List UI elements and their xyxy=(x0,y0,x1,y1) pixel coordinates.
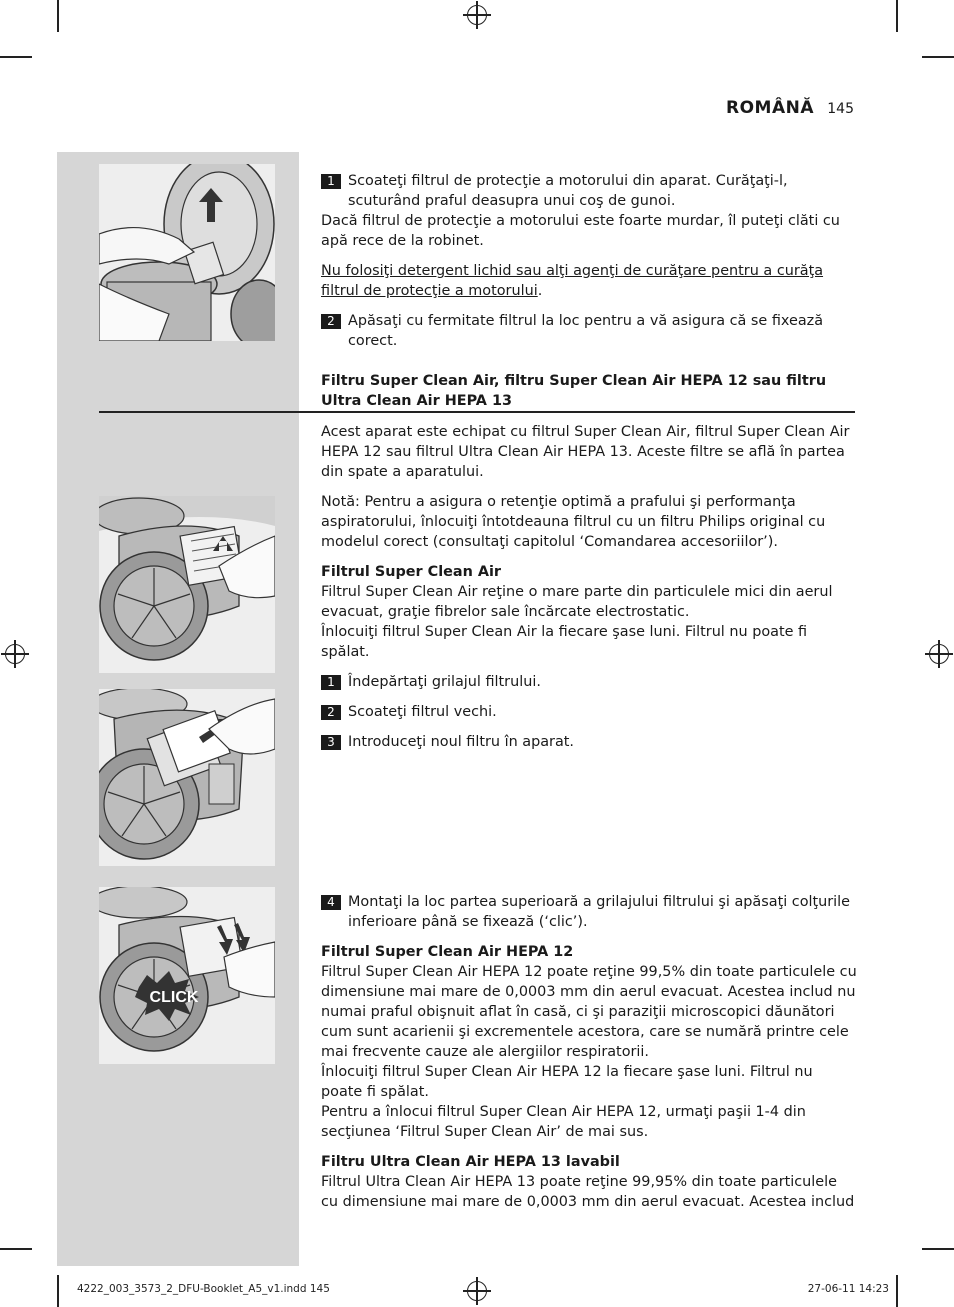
crop-mark xyxy=(922,56,954,58)
step-item xyxy=(321,702,857,722)
step-text: Montaţi la loc partea superioară a grilajului filtrului şi apăsaţi colţurile inferioare până se fixează (‘clic’). xyxy=(348,894,851,930)
filter-step-4-and-hepa xyxy=(321,892,857,1212)
paragraph: Filtrul Ultra Clean Air HEPA 13 poate reţine 99,95% din toate particulele cu dimensiune mai mare de 0,0003 mm din aerul evacuat. Acestea includ xyxy=(321,1174,855,1210)
step-number: 1 xyxy=(321,675,341,690)
warning-period: . xyxy=(537,283,543,299)
paragraph: Înlocuiţi filtrul Super Clean Air HEPA 12 la fiecare şase luni. Filtrul nu poate fi spălat. xyxy=(321,1064,813,1100)
subheading-hepa-13: Filtru Ultra Clean Air HEPA 13 lavabil xyxy=(321,1154,620,1170)
paragraph: Filtrul Super Clean Air reţine o mare parte din particulele mici din aerul evacuat, graţie fibrelor sale încărcate electrostatic. xyxy=(321,584,833,620)
step-text: Apăsaţi cu fermitate filtrul la loc pentru a vă asigura că se fixează corect. xyxy=(348,313,824,349)
crop-mark xyxy=(0,1248,32,1250)
section-divider xyxy=(99,411,855,413)
figure-remove-motor-filter xyxy=(99,164,275,341)
registration-mark-icon xyxy=(467,1281,487,1301)
crop-mark xyxy=(57,0,59,32)
click-label: CLICK xyxy=(149,989,199,1006)
step-number: 1 xyxy=(321,174,341,189)
figure-click-grille xyxy=(99,887,275,1064)
crop-mark xyxy=(922,1248,954,1250)
section-heading: Filtru Super Clean Air, filtru Super Clean Air HEPA 12 sau filtru Ultra Clean Air HEPA 13 xyxy=(321,373,827,409)
step-item xyxy=(321,672,857,692)
figure-replace-filter xyxy=(99,689,275,866)
step-item xyxy=(321,892,857,932)
crop-mark xyxy=(896,1275,898,1307)
filter-section-body xyxy=(321,422,857,692)
page-number: 145 xyxy=(827,101,854,117)
note-text: Dacă filtrul de protecţie a motorului este foarte murdar, îl puteţi clăti cu apă rece de la robinet. xyxy=(321,213,840,249)
crop-mark xyxy=(896,0,898,32)
filter-steps-2-3 xyxy=(321,702,857,752)
footer-file-info: 4222_003_3573_2_DFU-Booklet_A5_v1.indd 145 xyxy=(77,1283,330,1295)
paragraph: Înlocuiţi filtrul Super Clean Air la fiecare şase luni. Filtrul nu poate fi spălat. xyxy=(321,624,808,660)
step-text: Introduceţi noul filtru în aparat. xyxy=(348,734,574,750)
warning-text xyxy=(321,261,857,301)
crop-mark xyxy=(0,56,32,58)
footer-date: 27-06-11 14:23 xyxy=(807,1283,889,1295)
step-number: 2 xyxy=(321,314,341,329)
step-text: Scoateţi filtrul vechi. xyxy=(348,704,497,720)
step-number: 4 xyxy=(321,895,341,910)
registration-mark-icon xyxy=(929,644,949,664)
figure-remove-grille xyxy=(99,496,275,673)
step-text: Îndepărtaţi grilajul filtrului. xyxy=(348,674,541,690)
motor-filter-instructions xyxy=(321,171,857,351)
language-heading: ROMÂNĂ xyxy=(726,98,814,118)
step-item xyxy=(321,732,857,752)
step-item xyxy=(321,311,857,351)
registration-mark-icon xyxy=(467,5,487,25)
intro-text: Acest aparat este echipat cu filtrul Super Clean Air, filtrul Super Clean Air HEPA 12 sau filtrul Ultra Clean Air HEPA 13. Aceste filtre se află în partea din spate a aparatului. xyxy=(321,424,850,480)
warning-underlined: Nu folosiţi detergent lichid sau alţi agenţi de curăţare pentru a curăţa filtrul de protecţie a motorului xyxy=(321,263,824,299)
paragraph: Pentru a înlocui filtrul Super Clean Air HEPA 12, urmaţi paşii 1-4 din secţiunea ‘Filtrul Super Clean Air’ de mai sus. xyxy=(321,1104,806,1140)
subheading-hepa-12: Filtrul Super Clean Air HEPA 12 xyxy=(321,944,574,960)
step-text: Scoateţi filtrul de protecţie a motorului din aparat. Curăţaţi-l, scuturând praful deasupra unui coş de gunoi. xyxy=(348,173,788,209)
note-text: Notă: Pentru a asigura o retenţie optimă a prafului şi performanţa aspiratorului, înlocuiţi întotdeauna filtrul cu un filtru Philips original cu modelul corect (consultaţi capitolul ‘Comandarea accesoriilor’). xyxy=(321,494,826,550)
crop-mark xyxy=(57,1275,59,1307)
step-number: 2 xyxy=(321,705,341,720)
paragraph: Filtrul Super Clean Air HEPA 12 poate reţine 99,5% din toate particulele cu dimensiune mai mare de 0,0003 mm din aerul evacuat. Acestea includ nu numai praful obişnuit aflat în casă, ci şi paraziţii microscopici dăunători cum sunt acarienii şi excrementele acestora, care se numără printre cele mai frecvente cauze ale alergiilor respiratorii. xyxy=(321,964,857,1060)
step-number: 3 xyxy=(321,735,341,750)
step-item xyxy=(321,171,857,211)
subheading-super-clean-air: Filtrul Super Clean Air xyxy=(321,564,502,580)
registration-mark-icon xyxy=(5,644,25,664)
